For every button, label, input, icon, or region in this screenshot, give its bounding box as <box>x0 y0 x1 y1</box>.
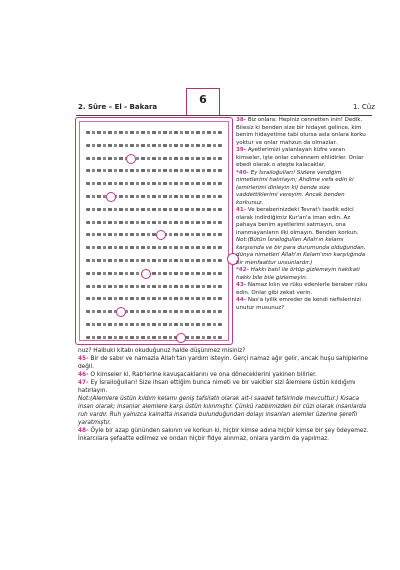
verse-paragraph <box>78 395 372 427</box>
verse-text: Hakkı batıl ile örtüp gizlemeyin hakikati hakkı bile bile gizlemeyin. <box>236 267 360 281</box>
verse-paragraph <box>78 355 372 371</box>
verse-paragraph <box>78 379 372 395</box>
verse-text: Öyle bir azap gününden sakının ve korkun ki, hiçbir kimse adına hiçbir kimse bir şey ödeyemez. İnkarcılara şefaatte edilmez ve ondan hiçbir fidye alınmaz, onlara yardım da yapılmaz. <box>78 428 369 442</box>
verse-text: Ve beraberinizdeki Tevrat'ı tasdik edici olarak indirdiğimiz Kur'an'a iman edin. Az pahaya benim ayetlerimi satmayın, ona inanmayanların ilki olmayın. Benden korkun. <box>236 207 359 236</box>
page-number: 6 <box>199 93 207 106</box>
ayah-end-icon <box>116 307 126 317</box>
verse-paragraph <box>236 207 371 237</box>
verse-text: Not:(Alemlere üstün kıldım kelamı geniş tafsilatlı olarak ait-i saadet tefsirinde mevcuttur.) Kısaca insan olarak; insanlar alemlere karşı üstün kılınmıştır. Çünkü rabbimizden bir cüzi olarak insanlarda ruh vardır. Ruh yalnızca kainatta insanda bulunduğundan dolayı insanları alemler üzerine şerefli yaratmıştır. <box>78 396 367 426</box>
verse-number: 45- <box>78 356 91 362</box>
verse-text: Biz onlara: Hepiniz cennetten inin! Dedik. Bilesiz ki benden size bir hidayet gelince, kim benim hidayetime tabi olursa asla onlara korku yoktur ve onlar mahzun da olmazlar. <box>236 117 366 146</box>
verse-number: 38- <box>236 117 248 123</box>
verse-text: O kimseler ki, Rab'lerine kavuşacaklarını ve ona döneceklerini yakinen bilirler. <box>90 372 317 378</box>
arabic-script <box>86 208 222 211</box>
ayah-end-icon <box>141 269 151 279</box>
juz-label: 1. Cüz <box>353 103 375 111</box>
arabic-script <box>86 259 222 262</box>
verse-number: *42- <box>236 267 251 273</box>
verse-text: Nas'a iyilik emreder de kendi nefislerinizi unutur musunuz? <box>236 297 361 311</box>
verse-text: Ey İsrailoğulları! Sizlere verdiğim nimetlerimi hatırlayın; Ahdime vefa edin ki (emirlerimi dinleyin ki) bende size vaddettiklerimi vereyim. Ancak benden korkunuz. <box>236 169 354 206</box>
arabic-script <box>86 169 222 172</box>
translation-column <box>236 117 371 312</box>
arabic-script <box>86 285 222 288</box>
arabic-script <box>86 310 222 313</box>
translation-bottom <box>78 347 372 443</box>
verse-text: Namaz kılın ve rüku edenlerle beraber rüku edin. Onlar gibi zekat verin. <box>236 282 368 296</box>
verse-number: *40- <box>236 169 251 176</box>
verse-number: 41- <box>236 207 248 213</box>
arabic-script <box>86 182 222 185</box>
page-number-tab <box>186 88 220 115</box>
arabic-line <box>86 331 222 345</box>
verse-paragraph <box>236 147 371 170</box>
verse-text: Ayetlerimizi yalanlayan küfre varan kimseler, işte onlar cehennem ehlidirler. Onlar ebedi olarak o ateşte kalacaklar. <box>236 147 364 168</box>
verse-number: 43- <box>236 282 248 288</box>
verse-paragraph <box>236 297 371 312</box>
verse-number: 46- <box>78 372 91 378</box>
ayah-end-icon <box>126 154 136 164</box>
verse-paragraph <box>78 347 372 355</box>
arabic-text-inner-frame <box>79 121 229 341</box>
arabic-script <box>86 233 222 236</box>
verse-paragraph <box>78 427 372 443</box>
arabic-script <box>86 297 222 300</box>
ayah-end-icon <box>106 192 116 202</box>
ayah-end-icon <box>176 333 186 343</box>
verse-paragraph <box>236 282 371 297</box>
verse-text: nuz? Halbuki kitabı okuduğunuz halde düşünmez misiniz? <box>78 348 246 354</box>
arabic-script <box>86 157 222 160</box>
arabic-script <box>86 144 222 147</box>
verse-paragraph <box>78 371 372 379</box>
verse-number: 39- <box>236 147 248 153</box>
verse-paragraph <box>236 267 371 282</box>
arabic-text-frame <box>75 117 233 345</box>
verse-paragraph <box>236 170 371 208</box>
arabic-script <box>86 272 222 275</box>
arabic-script <box>86 221 222 224</box>
verse-text: Ey İsrailoğulları! Size ihsan ettiğim bunca nimeti ve bir vakitler sizi âlemlere üstün kıldığımı hatırlayın. <box>78 380 356 394</box>
arabic-script <box>86 336 222 339</box>
verse-text: Bir de sabır ve namazla Allah'tan yardım isteyin. Gerçi namaz ağır gelir, ancak huşu sahiplerine değil. <box>78 356 368 370</box>
verse-paragraph <box>236 117 371 147</box>
arabic-script <box>86 246 222 249</box>
verse-number: 48- <box>78 428 91 434</box>
header-divider <box>76 115 372 116</box>
verse-number: 47- <box>78 380 91 386</box>
verse-paragraph <box>236 237 371 267</box>
arabic-script <box>86 323 222 326</box>
ayah-end-icon <box>156 230 166 240</box>
surah-title: 2. Sûre – El - Bakara <box>78 103 158 111</box>
verse-text: Not:(Bütün İsrailoğulları Allah'ın kelamı karşısında ve bir para durumunda olduğundan, dünya nimetleri Allah'ın Kelam'ının karşılığında bir menfaattur unsunlardır.) <box>236 237 366 266</box>
verse-number: 44- <box>236 297 248 303</box>
arabic-script <box>86 131 222 134</box>
